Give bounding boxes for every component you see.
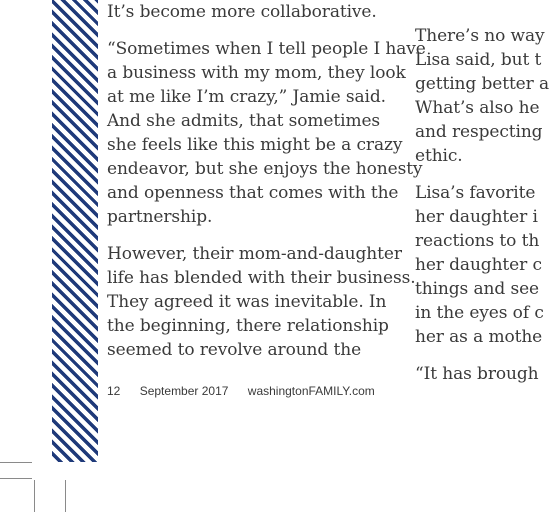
page-footer xyxy=(107,384,391,398)
text-line: seemed to revolve around the xyxy=(107,340,362,360)
text-line: at me like I’m crazy,” Jamie said. xyxy=(107,87,386,107)
text-line: a business with my mom, they look xyxy=(107,63,406,83)
text-line: However, their mom-and-daughter xyxy=(107,244,402,264)
page-number: 12 xyxy=(107,384,121,398)
text-line: her daughter i xyxy=(415,207,538,227)
text-line: getting better a xyxy=(415,74,549,94)
text-line: It’s become more collaborative. xyxy=(107,2,377,22)
text-line: They agreed it was inevitable. In xyxy=(107,292,387,312)
paragraph xyxy=(415,362,539,386)
text-line: endeavor, but she enjoys the honesty xyxy=(107,159,423,179)
paragraph xyxy=(415,181,544,349)
text-line: and openness that comes with the xyxy=(107,183,399,203)
decorative-stripe-band xyxy=(52,0,98,462)
text-line: Lisa said, but t xyxy=(415,50,542,70)
text-line: her daughter c xyxy=(415,255,542,275)
crop-mark xyxy=(65,480,66,512)
text-line: life has blended with their business. xyxy=(107,268,416,288)
crop-mark xyxy=(0,462,32,463)
text-line: “Sometimes when I tell people I have xyxy=(107,39,426,59)
text-line: And she admits, that sometimes xyxy=(107,111,381,131)
article-column-right xyxy=(415,24,549,399)
text-line: in the eyes of c xyxy=(415,303,544,323)
text-line: “It has brough xyxy=(415,364,539,384)
crop-mark xyxy=(0,478,32,479)
text-line: What’s also he xyxy=(415,98,540,118)
text-line: There’s no way xyxy=(415,26,545,46)
article-column-left xyxy=(107,0,426,375)
text-line: the beginning, there relationship xyxy=(107,316,389,336)
text-line: reactions to th xyxy=(415,231,540,251)
text-line: and respecting xyxy=(415,122,543,142)
text-line: her as a mothe xyxy=(415,327,543,347)
text-line: partnership. xyxy=(107,207,213,227)
text-line: she feels like this might be a crazy xyxy=(107,135,403,155)
text-line: things and see xyxy=(415,279,539,299)
paragraph xyxy=(415,24,549,168)
text-line: Lisa’s favorite xyxy=(415,183,536,203)
paragraph xyxy=(107,242,416,362)
website-url: washingtonFAMILY.com xyxy=(247,384,375,398)
paragraph xyxy=(107,0,397,24)
crop-mark xyxy=(34,480,35,512)
issue-date: September 2017 xyxy=(139,384,229,398)
paragraph xyxy=(107,37,426,229)
text-line: ethic. xyxy=(415,146,463,166)
